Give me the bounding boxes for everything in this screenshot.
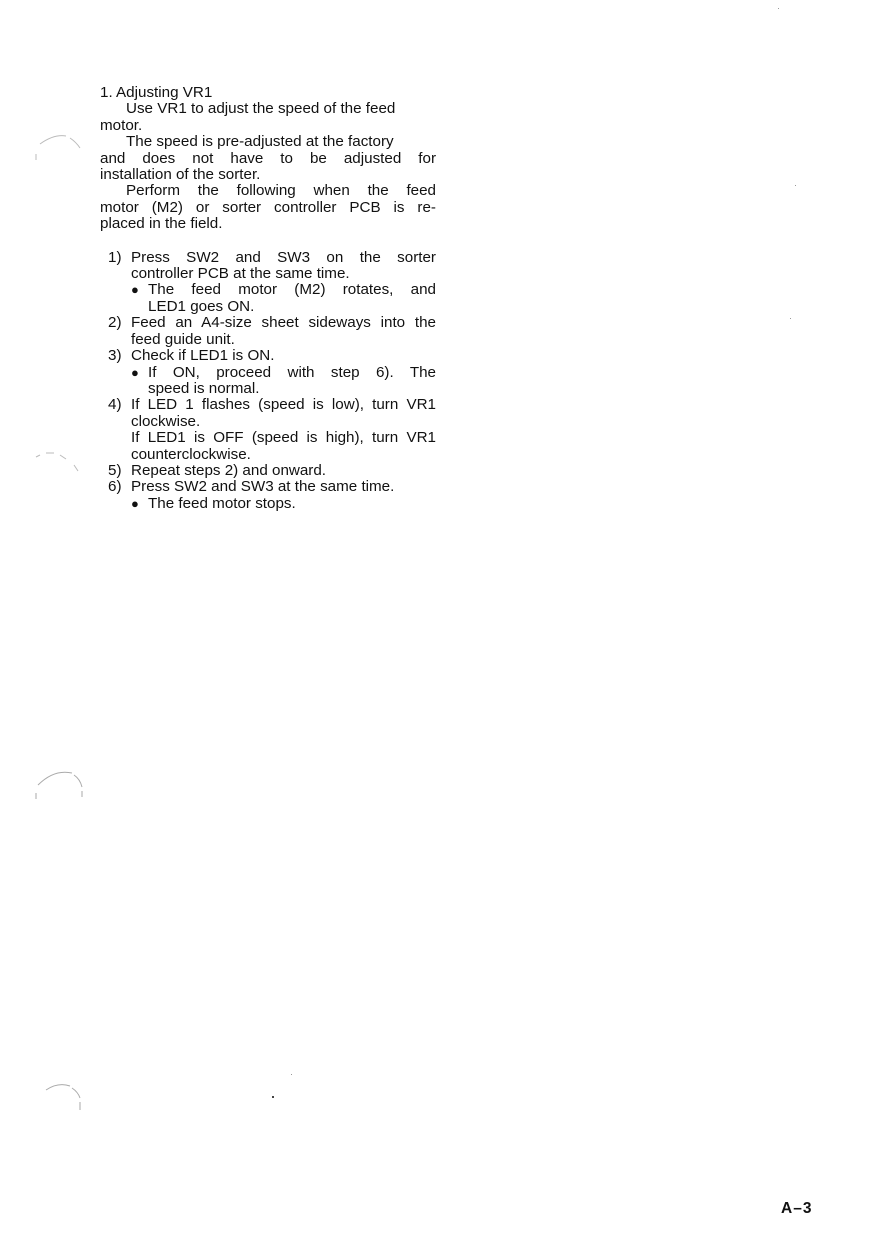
step-number: 2) xyxy=(108,314,122,332)
binder-hole-mark xyxy=(32,765,92,805)
scan-speck xyxy=(790,318,791,319)
step-number: 4) xyxy=(108,396,122,414)
step-line: controller PCB at the same time. xyxy=(131,265,350,283)
step-line: Feed an A4-size sheet sideways into the xyxy=(131,314,436,332)
step-line: feed guide unit. xyxy=(131,330,235,348)
bullet-icon: ● xyxy=(131,364,139,380)
section-title: 1. Adjusting VR1 xyxy=(100,84,213,101)
para2-line-3: installation of the sorter. xyxy=(100,166,261,184)
intro-line-1: Use VR1 to adjust the speed of the feed xyxy=(126,100,396,118)
step-number: 6) xyxy=(108,478,122,496)
step-line: If LED 1 flashes (speed is low), turn VR1 xyxy=(131,396,436,414)
step-bullet xyxy=(131,496,436,512)
bullet-icon: ● xyxy=(131,282,139,298)
page-number: A–3 xyxy=(781,1200,813,1217)
step-line: If LED1 is OFF (speed is high), turn VR1 xyxy=(131,429,436,447)
step-line: Press SW2 and SW3 on the sorter xyxy=(131,248,436,266)
para2-line-2: and does not have to be adjusted for xyxy=(100,149,436,167)
step-1 xyxy=(100,250,436,316)
step-line: counterclockwise. xyxy=(131,445,251,463)
step-line: Press SW2 and SW3 at the same time. xyxy=(131,478,395,496)
bullet-line: LED1 goes ON. xyxy=(148,297,255,315)
scan-speck xyxy=(795,185,796,186)
step-line: Repeat steps 2) and onward. xyxy=(131,461,327,479)
step-2 xyxy=(100,315,436,348)
step-number: 1) xyxy=(108,248,122,266)
scan-speck xyxy=(778,8,779,9)
step-number: 5) xyxy=(108,461,122,479)
step-bullet xyxy=(131,282,436,315)
step-line: Check if LED1 is ON. xyxy=(131,347,275,365)
para2-line-1: The speed is pre-adjusted at the factory xyxy=(126,133,394,151)
step-bullet xyxy=(131,365,436,398)
step-5 xyxy=(100,463,436,479)
binder-hole-mark xyxy=(40,1080,90,1120)
step-3 xyxy=(100,348,436,397)
binder-hole-mark xyxy=(30,445,90,485)
bullet-line: The feed motor (M2) rotates, and xyxy=(148,281,436,299)
para3-line-2: motor (M2) or sorter controller PCB is re- xyxy=(100,198,436,216)
step-number: 3) xyxy=(108,347,122,365)
bullet-line: speed is normal. xyxy=(148,379,260,397)
step-4 xyxy=(100,397,436,463)
intro-line-2: motor. xyxy=(100,116,143,134)
para3-line-1: Perform the following when the feed xyxy=(126,182,436,200)
para3-line-3: placed in the field. xyxy=(100,215,223,233)
document-body xyxy=(100,85,436,512)
binder-hole-mark xyxy=(32,130,92,175)
step-6 xyxy=(100,479,436,512)
scan-speck xyxy=(272,1096,274,1098)
bullet-line: If ON, proceed with step 6). The xyxy=(148,363,436,381)
scan-speck xyxy=(291,1074,292,1075)
bullet-icon: ● xyxy=(131,495,139,511)
step-line: clockwise. xyxy=(131,412,201,430)
bullet-line: The feed motor stops. xyxy=(148,494,296,512)
